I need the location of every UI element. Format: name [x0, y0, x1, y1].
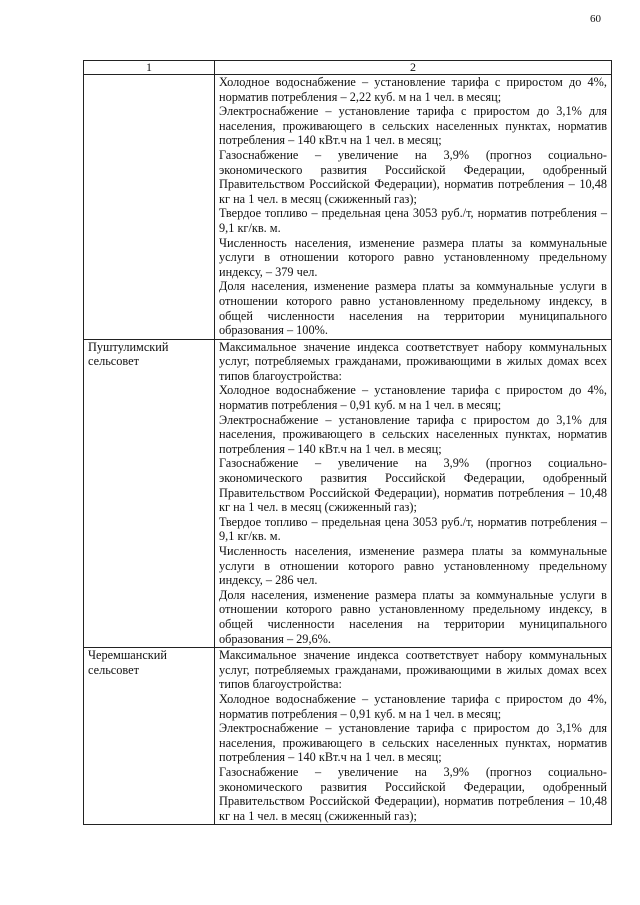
header-col-2: 2 [215, 61, 612, 75]
paragraph: Электроснабжение – установление тарифа с приростом до 3,1% для населения, проживающего в сельских населенных пунктах, норматив потребления – 140 кВт.ч на 1 чел. в месяц; [219, 412, 607, 456]
municipality-name: Пуштулимский сельсовет [84, 339, 215, 647]
paragraph: Численность населения, изменение размера платы за коммунальные услуги в отношении которого равно установленному предельному индексу, – 379 чел. [219, 235, 607, 279]
row-details [215, 339, 612, 647]
header-col-1: 1 [84, 61, 215, 75]
paragraph: Холодное водоснабжение – установление тарифа с приростом до 4%, норматив потребления – 0,91 куб. м на 1 чел. в месяц; [219, 691, 607, 721]
paragraph: Максимальное значение индекса соответствует набору коммунальных услуг, потребляемых гражданами, проживающими в жилых домах всех типов благоустройства: [219, 648, 607, 692]
table-header-row [84, 61, 612, 75]
paragraph: Газоснабжение – увеличение на 3,9% (прогноз социально-экономического развития Российской Федерации, одобренный Правительством Российской Федерации), норматив потребления – 10,48 кг на 1 чел. в месяц (сжиженный газ); [219, 456, 607, 515]
paragraph: Твердое топливо – предельная цена 3053 руб./т, норматив потребления – 9,1 кг/кв. м. [219, 514, 607, 544]
paragraph: Доля населения, изменение размера платы за коммунальные услуги в отношении которого равно установленному предельному индексу, в общей численности населения на территории муниципального образования – 100%. [219, 279, 607, 338]
paragraph: Холодное водоснабжение – установление тарифа с приростом до 4%, норматив потребления – 2,22 куб. м на 1 чел. в месяц; [219, 75, 607, 104]
municipality-name [84, 75, 215, 340]
paragraph: Газоснабжение – увеличение на 3,9% (прогноз социально-экономического развития Российской Федерации, одобренный Правительством Российской Федерации), норматив потребления – 10,48 кг на 1 чел. в месяц (сжиженный газ); [219, 147, 607, 206]
tariff-table [83, 60, 612, 825]
row-details [215, 75, 612, 340]
paragraph: Твердое топливо – предельная цена 3053 руб./т, норматив потребления – 9,1 кг/кв. м. [219, 206, 607, 235]
paragraph: Газоснабжение – увеличение на 3,9% (прогноз социально-экономического развития Российской Федерации, одобренный Правительством Российской Федерации), норматив потребления – 10,48 кг на 1 чел. в месяц (сжиженный газ); [219, 764, 607, 823]
paragraph: Численность населения, изменение размера платы за коммунальные услуги в отношении которого равно установленному предельному индексу, – 286 чел. [219, 544, 607, 588]
paragraph: Доля населения, изменение размера платы за коммунальные услуги в отношении которого равно установленному предельному индексу, в общей численности населения на территории муниципального образования – 29,6%. [219, 587, 607, 646]
page-number: 60 [590, 13, 601, 25]
paragraph: Холодное водоснабжение – установление тарифа с приростом до 4%, норматив потребления – 0,91 куб. м на 1 чел. в месяц; [219, 383, 607, 413]
table-row [84, 648, 612, 825]
table-row [84, 339, 612, 647]
paragraph: Максимальное значение индекса соответствует набору коммунальных услуг, потребляемых гражданами, проживающими в жилых домах всех типов благоустройства: [219, 339, 607, 383]
row-details [215, 648, 612, 825]
municipality-name: Черемшанский сельсовет [84, 648, 215, 825]
paragraph: Электроснабжение – установление тарифа с приростом до 3,1% для населения, проживающего в сельских населенных пунктах, норматив потребления – 140 кВт.ч на 1 чел. в месяц; [219, 721, 607, 765]
paragraph: Электроснабжение – установление тарифа с приростом до 3,1% для населения, проживающего в сельских населенных пунктах, норматив потребления – 140 кВт.ч на 1 чел. в месяц; [219, 104, 607, 148]
table-row [84, 75, 612, 340]
